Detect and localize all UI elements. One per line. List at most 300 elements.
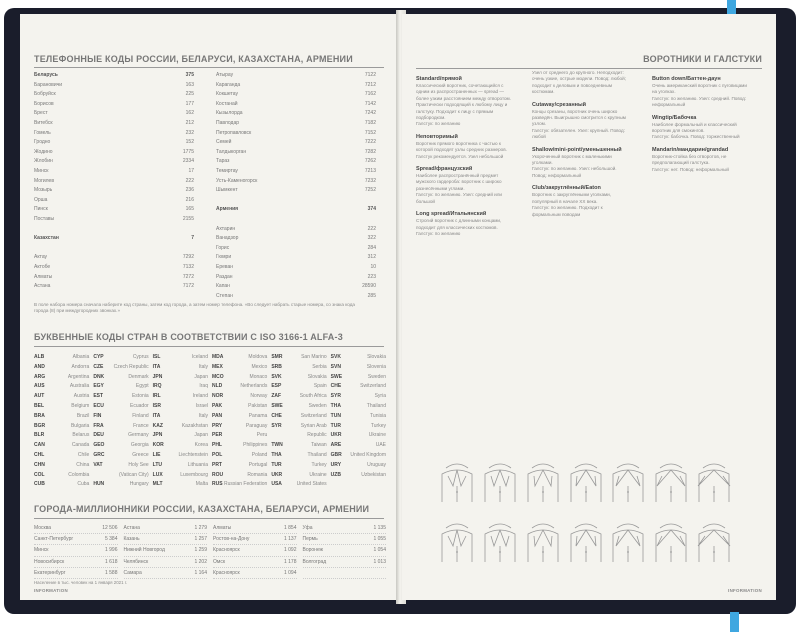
iso-code: PHL <box>211 442 222 449</box>
phone-code-row <box>34 149 194 155</box>
city-population: 1 092 <box>283 547 297 554</box>
left-page <box>20 14 398 600</box>
phone-code: 7292 <box>182 254 194 261</box>
city-name: Раздан <box>216 273 233 280</box>
country-name: Chile <box>77 451 90 458</box>
iso-code: DNK <box>93 373 105 380</box>
collar-type-description: Классический воротник, сочетающийся с одним из распространенных — spread — более узким расстоянием между отворотом. Практически подходящий к любому лицу и галстуку. Подходит к лицу с прямым подбородком. <box>416 83 511 121</box>
iso-code-cell <box>34 441 89 451</box>
iso-code-cell <box>93 382 148 392</box>
iso-code-cell <box>34 373 89 383</box>
city-name: Красноярск <box>213 569 240 576</box>
iso-code-cell <box>331 431 386 441</box>
city-name: Актау <box>34 254 48 261</box>
iso-code-cell <box>212 363 267 373</box>
iso-code-cell <box>331 392 386 402</box>
iso-code-cell <box>93 353 148 363</box>
iso-code: SVK <box>330 354 341 360</box>
bookmark-ribbon-bottom <box>730 612 739 632</box>
iso-code: ISL <box>152 354 161 360</box>
city-name: Петропавловск <box>216 129 252 136</box>
country-name: Greece <box>132 451 149 458</box>
iso-code: THA <box>330 402 341 409</box>
country-name: Bulgaria <box>70 422 90 429</box>
iso-code: PAN <box>211 412 223 419</box>
city-name: Минск <box>34 547 49 554</box>
phone-code-row <box>34 101 194 107</box>
iso-code: CYP <box>93 354 104 360</box>
country-name: Finland <box>132 412 149 419</box>
city-population: 1 996 <box>104 547 118 554</box>
iso-code-cell <box>271 431 326 441</box>
country-name: Czech Republic <box>113 363 149 370</box>
iso-code-cell <box>93 431 148 441</box>
city-row <box>34 534 118 545</box>
country-name: Georgia <box>130 442 149 449</box>
footnote: Население в тыс. человек на 1 января 2021 г. <box>34 580 128 585</box>
iso-code-cell <box>153 353 208 363</box>
city-name: Воронеж <box>302 547 324 554</box>
city-name: Казахстан <box>34 235 59 242</box>
phone-code: 7222 <box>364 139 376 146</box>
phone-code: 7232 <box>364 177 376 184</box>
phone-code: 162 <box>185 110 194 117</box>
country-name: Ecuador <box>130 402 149 409</box>
city-name: Орша <box>34 196 48 203</box>
collar-type-notes: Галстук: обязателен. Узел: крупный. Повод: любой <box>532 127 625 140</box>
collar-type-heading: Неповторимый <box>416 133 458 140</box>
phone-code-row <box>34 72 194 78</box>
iso-code: CAN <box>34 442 45 449</box>
title-rule <box>34 67 384 68</box>
city-row <box>213 523 297 534</box>
country-name: Belgium <box>71 402 90 409</box>
phone-code: 177 <box>185 100 194 107</box>
country-name: (Vatican City) <box>119 471 149 478</box>
iso-code: EST <box>93 393 104 400</box>
country-name: Korea <box>194 442 208 449</box>
collar-type-description: Концы срезаны, воротник очень широко разведён. Выигрышно смотрится с крупным узлом. <box>532 108 626 127</box>
country-name: Philippines <box>243 442 268 449</box>
iso-code: GRC <box>93 451 105 458</box>
phone-code-row <box>216 226 376 232</box>
city-name: Минск <box>34 168 49 174</box>
country-name: Slovakia <box>307 373 327 380</box>
collar-type-description: Воротник с закруглёнными уголками, популярный в начале XX века. <box>532 192 612 204</box>
iso-code-cell <box>331 353 386 363</box>
country-name: Poland <box>251 451 268 458</box>
collar-illustration <box>481 512 519 564</box>
country-name: Moldova <box>248 354 268 360</box>
phone-code: 236 <box>185 187 194 194</box>
collar-type-notes: Галстук: нет. Повод: неформальный <box>652 166 729 172</box>
country-name: Germany <box>128 432 149 439</box>
city-population: 1 013 <box>373 558 386 565</box>
country-name: Panama <box>248 412 268 419</box>
iso-code: VAT <box>93 461 103 468</box>
iso-code-cell <box>93 471 148 481</box>
city-name: Волгоград <box>302 558 327 565</box>
city-name: Караганда <box>216 81 241 88</box>
city-name: Костанай <box>216 100 238 107</box>
iso-code: SWE <box>271 402 283 409</box>
collars-title: ВОРОТНИКИ И ГАЛСТУКИ <box>643 54 762 64</box>
city-population: 1 137 <box>283 536 297 543</box>
iso-code: USA <box>271 481 282 488</box>
collar-illustration <box>567 452 605 504</box>
country-name: Peru <box>256 432 268 439</box>
phone-code-row <box>216 82 376 88</box>
city-name: Кызылорда <box>216 110 243 117</box>
iso-code: AUT <box>34 393 45 400</box>
city-name: Казань <box>123 536 140 543</box>
phone-code-row <box>34 168 194 174</box>
city-row <box>303 557 387 568</box>
iso-code-cell <box>34 412 89 422</box>
iso-code: FIN <box>93 412 102 419</box>
iso-code-cell <box>34 471 89 481</box>
iso-code: BGR <box>34 422 46 429</box>
iso-code-cell <box>34 480 89 490</box>
iso-code: JPN <box>152 432 163 439</box>
iso-code: PAK <box>211 402 223 409</box>
iso-code-cell <box>331 412 386 422</box>
phone-code-row <box>216 254 376 260</box>
country-name: Cyprus <box>132 354 149 360</box>
city-row <box>124 534 208 545</box>
phone-code: 222 <box>185 177 194 184</box>
iso-code: CZE <box>93 363 104 370</box>
city-population: 1 135 <box>373 525 386 531</box>
collar-type-description: Воротник-стойка без отворотов, не предполагающий галстука. <box>652 153 727 166</box>
iso-code-cell <box>153 422 208 432</box>
iso-code: SYR <box>330 393 341 400</box>
city-name: Ванадзор <box>216 235 239 242</box>
phone-code-row <box>34 264 194 270</box>
country-name: Ireland <box>192 393 208 400</box>
collar-illustration <box>524 452 562 504</box>
city-row <box>213 557 297 568</box>
city-population: 1 259 <box>194 547 207 554</box>
phone-code: 322 <box>367 235 376 242</box>
city-name: Москва <box>34 525 52 531</box>
phone-code-row <box>34 139 194 145</box>
country-name: Republic <box>307 432 327 439</box>
iso-code: LIE <box>152 451 161 458</box>
iso-code-cell <box>331 441 386 451</box>
title-rule <box>416 68 762 69</box>
iso-code-cell <box>271 392 326 402</box>
phone-code: 216 <box>185 196 194 203</box>
iso-code: SVK <box>271 373 282 380</box>
phone-code: 28590 <box>362 283 376 290</box>
iso-code: LUX <box>152 471 163 478</box>
city-name: Атырау <box>216 72 234 78</box>
iso-code: IRL <box>152 393 161 400</box>
iso-code-cell <box>212 422 267 432</box>
city-name: Алматы <box>213 525 232 531</box>
country-name: San Marino <box>301 354 327 360</box>
collar-types-column-1 <box>416 70 516 237</box>
city-name: Уфа <box>302 525 313 531</box>
city-name: Самара <box>123 569 142 576</box>
iso-code-cell <box>271 373 326 383</box>
iso-code: UKR <box>271 471 283 478</box>
collar-type-description: Наиболее распространённый предмет мужского гардероба: воротник с широко разнесёнными углами. <box>416 173 502 191</box>
collar-type-description: Строгий воротник с длинными концами, подходит для классических костюмов. <box>416 218 502 230</box>
iso-code-cell <box>153 451 208 461</box>
phone-code: 7252 <box>364 187 376 194</box>
iso-code: PER <box>211 432 223 439</box>
city-name: Челябинск <box>123 558 149 565</box>
iso-code-cell <box>271 422 326 432</box>
collar-type-heading: Wingtip/Бабочка <box>652 114 697 121</box>
iso-code: JPN <box>152 373 163 380</box>
city-name: Ахтарин <box>216 225 236 232</box>
city-row <box>34 523 118 534</box>
iso-code: NOR <box>211 393 224 400</box>
city-row <box>303 523 387 534</box>
iso-code-cell <box>153 412 208 422</box>
city-name: Екатеринбург <box>34 569 66 576</box>
iso-code: AUS <box>34 383 45 390</box>
city-name: Витебск <box>34 120 53 126</box>
iso-code: MEX <box>211 363 223 370</box>
country-name: Colombia <box>68 471 90 478</box>
country-name: Tunisia <box>370 412 386 419</box>
phone-code-row <box>34 254 194 260</box>
phone-code-row <box>216 91 376 97</box>
country-name: Argentina <box>67 373 90 380</box>
city-name: Барановичи <box>34 81 63 88</box>
city-name: Алматы <box>34 273 53 280</box>
collar-illustration <box>481 452 519 504</box>
phone-code-row <box>216 264 376 270</box>
iso-code-cell <box>212 382 267 392</box>
collar-type-heading: Spread/французский <box>416 166 473 173</box>
phone-code-row <box>216 110 376 116</box>
iso-code: SYR <box>271 422 282 429</box>
country-name: Slovakia <box>367 354 386 360</box>
phone-code: 7262 <box>364 158 376 165</box>
iso-code-cell <box>34 431 89 441</box>
country-name: Denmark <box>128 373 149 380</box>
iso-codes-table <box>34 353 386 490</box>
phone-code: 163 <box>185 81 194 88</box>
phone-code-row <box>34 235 194 241</box>
iso-code-cell <box>93 422 148 432</box>
iso-code: TUN <box>330 412 341 419</box>
iso-code: DEU <box>93 432 104 439</box>
city-name: Омск <box>213 558 226 565</box>
collar-type-notes: Галстук: бабочка. Повод: торжественный <box>652 134 740 140</box>
city-row <box>303 534 387 545</box>
phone-code: 2334 <box>182 158 194 165</box>
phone-code: 2155 <box>182 216 194 222</box>
country-name: South Africa <box>299 393 327 400</box>
iso-code: IRQ <box>152 383 162 390</box>
city-row <box>124 557 208 568</box>
country-name: Slovenia <box>366 363 386 370</box>
phone-codes-note: В поле набора номера сначала наберите код страны, затем код города, а затем номер телефона. «Во следует набрать старые номера, со знака кода города (8) при междугородних звонках.» <box>34 302 355 313</box>
phone-code: 7182 <box>364 120 376 126</box>
phone-code: 7152 <box>364 129 376 136</box>
country-name: Syria <box>374 393 386 400</box>
phone-code: 7213 <box>364 168 376 174</box>
collar-type-description: Воротник прямого воротника с частью к которой подходят узлы средних размеров. <box>416 140 507 153</box>
iso-code-cell <box>331 451 386 461</box>
iso-code: SRB <box>271 363 282 370</box>
iso-code: THA <box>271 451 282 458</box>
country-name: Thailand <box>307 451 327 458</box>
phone-codes-title: ТЕЛЕФОННЫЕ КОДЫ РОССИИ, БЕЛАРУСИ, КАЗАХСТАНА, АРМЕНИИ <box>34 54 353 64</box>
city-name: Гродно <box>34 139 51 146</box>
country-name: Spain <box>313 383 327 390</box>
country-name: Egypt <box>135 383 149 390</box>
iso-code-cell <box>153 392 208 402</box>
phone-code: 7162 <box>364 91 376 98</box>
country-name: Sweden <box>308 402 327 409</box>
country-name: Australia <box>69 383 90 390</box>
footer-brand: INFORMATION <box>34 588 68 593</box>
country-name: Turkey <box>370 422 386 429</box>
iso-code: TUR <box>330 422 341 429</box>
city-name: Гюмри <box>216 254 232 261</box>
country-name: Switzerland <box>300 412 327 419</box>
city-name: Бобруйск <box>34 91 56 98</box>
country-name: Hungary <box>129 481 149 488</box>
country-name: Paraguay <box>245 422 268 429</box>
iso-code-cell <box>153 373 208 383</box>
iso-code-cell <box>331 461 386 471</box>
city-row <box>213 568 297 579</box>
phone-code-row <box>34 206 194 212</box>
iso-code-cell <box>212 412 267 422</box>
country-name: Netherlands <box>240 383 268 390</box>
iso-code: CHE <box>271 412 282 419</box>
iso-code-cell <box>93 412 148 422</box>
iso-code-cell <box>153 471 208 481</box>
iso-code-cell <box>331 422 386 432</box>
country-name: Taiwan <box>311 442 327 449</box>
iso-code: COL <box>34 471 45 478</box>
country-name: Norway <box>250 393 268 400</box>
country-name: Japan <box>194 373 208 380</box>
phone-code-row <box>216 283 376 289</box>
phone-code-row <box>34 274 194 280</box>
collar-illustration <box>438 452 476 504</box>
city-name: Капан <box>216 283 230 290</box>
iso-code: ESP <box>271 383 282 390</box>
country-name: Romania <box>247 471 268 478</box>
city-population: 5 384 <box>104 536 118 543</box>
city-population: 1 257 <box>194 536 207 543</box>
city-population: 1 094 <box>283 569 297 576</box>
iso-code-cell <box>271 480 326 490</box>
country-name: Kazakhstan <box>181 422 208 429</box>
collar-types-column-3 <box>652 70 752 173</box>
iso-code: AND <box>34 363 45 370</box>
city-population: 1 178 <box>283 558 297 565</box>
city-name: Пермь <box>302 536 318 543</box>
country-name: Iraq <box>199 383 208 390</box>
city-name: Мозырь <box>34 187 53 194</box>
iso-code-cell <box>34 382 89 392</box>
city-name: Темиртау <box>216 168 238 174</box>
collar-illustration <box>652 512 690 564</box>
iso-code: MCO <box>211 373 224 380</box>
phone-code-row <box>216 139 376 145</box>
country-name: Sweden <box>367 373 386 380</box>
city-row <box>213 534 297 545</box>
iso-code: ALB <box>34 354 45 360</box>
country-name: Belarus <box>72 432 90 439</box>
city-name: Усть-Каменогорск <box>216 177 258 184</box>
phone-code: 312 <box>367 254 376 261</box>
iso-code: SMR <box>271 354 283 360</box>
country-name: Estonia <box>131 393 149 400</box>
country-name: China <box>76 461 90 468</box>
collar-type-description: Наиболее формальный и классический воротник для смокингов. <box>652 121 737 134</box>
city-name: Поставы <box>34 216 55 222</box>
iso-code-cell <box>93 441 148 451</box>
iso-code: ZAF <box>271 393 282 400</box>
collar-types-column-2 <box>532 70 632 218</box>
collar-type-heading: Club/закруглённый/Eaton <box>532 185 601 192</box>
country-name: Italy <box>198 363 208 370</box>
iso-code: ROU <box>211 471 224 478</box>
iso-code-cell <box>212 392 267 402</box>
iso-code: SWE <box>330 373 343 380</box>
collar-type-notes: Галстук: по желанию. Узел: небольшой. Повод: неформальный <box>532 166 617 178</box>
phone-code: 222 <box>367 225 376 232</box>
iso-code-cell <box>271 461 326 471</box>
city-name: Могилев <box>34 177 54 184</box>
iso-code: TWN <box>271 442 283 449</box>
iso-code: BLR <box>34 432 45 439</box>
city-name: Санкт-Петербург <box>34 536 74 543</box>
iso-code-cell <box>93 451 148 461</box>
city-name: Армения <box>216 206 239 213</box>
collar-type-notes: Галстук: по желанию. Подходит к формальным поводам <box>532 205 603 217</box>
right-page <box>402 14 776 600</box>
city-row <box>34 545 118 556</box>
phone-code-row <box>34 110 194 116</box>
iso-code: UZB <box>330 471 341 478</box>
iso-code: BRA <box>34 412 45 419</box>
phone-code-row <box>216 101 376 107</box>
iso-code-cell <box>271 471 326 481</box>
iso-code: KAZ <box>152 422 163 429</box>
iso-code-cell <box>93 363 148 373</box>
collar-type-description: Узел от среднего до крупного. Неподходит: очень узкие, острые модели. Повод: любой; подходит к деловым и повседневным костюмам. <box>532 70 626 95</box>
city-name: Ереван <box>216 264 234 270</box>
iso-code-cell <box>153 382 208 392</box>
iso-code-cell <box>212 373 267 383</box>
country-name: Pakistan <box>248 402 268 409</box>
phone-code-row <box>216 149 376 155</box>
phone-code: 17 <box>188 168 194 174</box>
phone-code-row <box>216 206 376 212</box>
country-name: Ukraine <box>368 432 386 439</box>
collar-illustrations <box>438 452 738 564</box>
iso-code: GBR <box>330 451 342 458</box>
iso-code: ITA <box>152 412 161 419</box>
phone-code: 7242 <box>364 110 376 117</box>
iso-code-cell <box>93 402 148 412</box>
country-name: Malta <box>195 481 208 488</box>
city-name: Беларусь <box>34 72 58 78</box>
